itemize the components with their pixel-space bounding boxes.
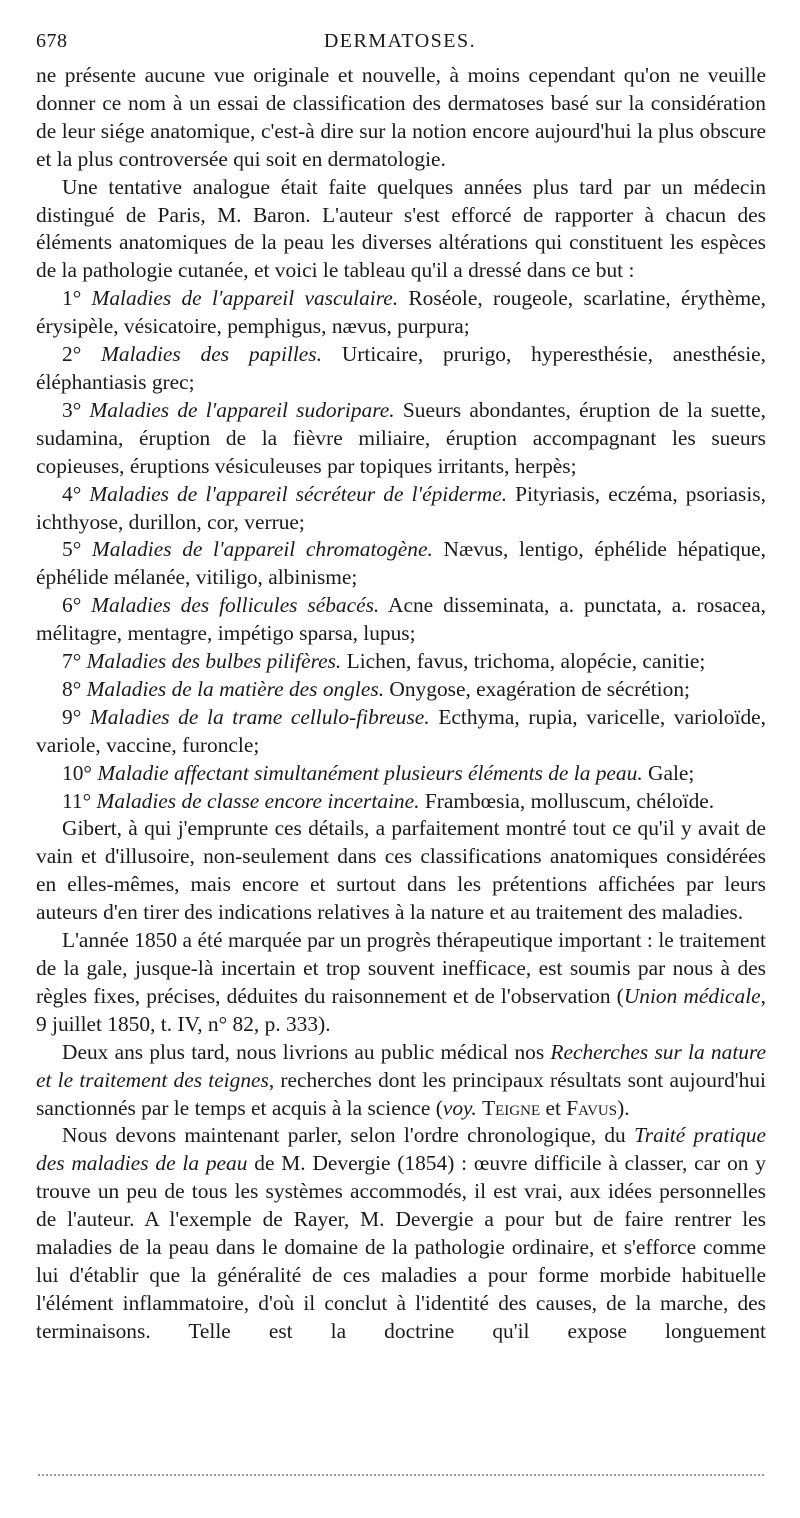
work-title: Recherches sur la nature et le traitement des teignes <box>36 1039 766 1092</box>
item-number: 2° <box>62 342 82 367</box>
page-header <box>36 30 764 56</box>
paragraph <box>36 1122 766 1345</box>
item-title: Maladie affectant simultanément plusieurs éléments de la peau. <box>97 760 643 785</box>
item-title: Maladies des bulbes pilifères. <box>86 649 342 674</box>
item-text: Sueurs abondantes, éruption de la suette, sudamina, éruption de la fièvre miliaire, éruption accompagnant les sueurs copieuses, éruptions vésiculeuses par topiques irritants, herpès; <box>36 397 766 478</box>
text-run: , recherches dont les principaux résultats sont aujourd'hui sanctionnés par le temps et acquis à la science ( <box>36 1067 766 1120</box>
text-run: de M. Devergie (1854) : œuvre difficile à classer, car on y trouve un peu de tous les systèmes accommodés, il est vrai, aux idées personnelles de l'auteur. A l'exemple de Rayer, M. Devergie a pour but de faire rentrer les maladies de la peau dans le domaine de la pathologie ordinaire, et s'efforce comme lui d'établir que la généralité de ces maladies a pour forme morbide habituelle l'élément inflammatoire, d'où il conclut à l'identité des causes, de la marche, des terminaisons. Telle est la doctrine qu'il expose longuement <box>36 1151 766 1343</box>
item-number: 9° <box>62 704 82 729</box>
item-title: Maladies de l'appareil vasculaire. <box>91 286 399 311</box>
classification-list <box>36 285 766 815</box>
page-number: 678 <box>36 30 68 52</box>
item-text: Roséole, rougeole, scarlatine, érythème, érysipèle, vésicatoire, pemphigus, nævus, purpura; <box>36 286 766 339</box>
item-title: Maladies de la matière des ongles. <box>86 676 385 701</box>
item-text: Pityriasis, eczéma, psoriasis, ichthyose, durillon, cor, verrue; <box>36 481 766 534</box>
list-item <box>36 592 766 648</box>
item-number: 11° <box>62 788 92 813</box>
paragraph <box>36 1039 766 1123</box>
item-text: Ecthyma, rupia, varicelle, varioloïde, variole, vaccine, furoncle; <box>36 704 766 757</box>
item-title: Maladies de la trame cellulo-fibreuse. <box>89 704 430 729</box>
paragraph: ne présente aucune vue originale et nouvelle, à moins cependant qu'on ne veuille donner ce nom à un essai de classification des dermatoses basé sur la considération de leur siége anatomique, c'est-à dire sur la notion encore aujourd'hui la plus obscure et la plus controversée qui soit en dermatologie. <box>36 63 766 171</box>
item-title: Maladies de classe encore incertaine. <box>96 788 420 813</box>
item-text: Lichen, favus, trichoma, alopécie, canitie; <box>346 649 706 674</box>
list-item <box>36 536 766 592</box>
paragraph: Une tentative analogue était faite quelques années plus tard par un médecin distingué de Paris, M. Baron. L'auteur s'est efforcé de rapporter à chacun des éléments anatomiques de la peau les diverses altérations qui constituent les espèces de la pathologie cutanée, et voici le tableau qu'il a dressé dans ce but : <box>36 174 766 283</box>
list-item <box>36 341 766 397</box>
item-number: 8° <box>62 676 82 701</box>
list-item <box>36 676 766 704</box>
text-run: et <box>540 1095 567 1120</box>
paragraph: Gibert, à qui j'emprunte ces détails, a parfaitement montré tout ce qu'il y avait de vain et d'illusoire, non-seulement dans ces classifications anatomiques considérées en elles-mêmes, mais encore et surtout dans les prétentions affichées par leurs auteurs d'en tirer des indications relatives à la nature et au traitement des maladies. <box>36 816 766 925</box>
cross-reference: Favus <box>566 1095 618 1120</box>
item-title: Maladies de l'appareil sudoripare. <box>89 397 395 422</box>
item-text: Onygose, exagération de sécrétion; <box>389 676 690 701</box>
list-item <box>36 397 766 481</box>
text-run: ). <box>617 1095 630 1120</box>
item-text: Acne disseminata, a. punctata, a. rosacea, mélitagre, mentagre, impétigo sparsa, lupus; <box>36 593 766 646</box>
item-text: Urticaire, prurigo, hyperesthésie, anesthésie, éléphantiasis grec; <box>36 342 766 394</box>
item-text: Gale; <box>648 760 695 785</box>
item-number: 5° <box>62 537 82 562</box>
text-run: Deux ans plus tard, nous livrions au public médical nos <box>62 1039 551 1064</box>
list-item <box>36 788 766 816</box>
list-item <box>36 285 766 341</box>
body-text <box>36 62 766 1346</box>
text-run: , 9 juillet 1850, t. IV, n° 82, p. 333). <box>36 983 766 1036</box>
citation-title: Union médicale <box>623 983 761 1008</box>
text-run: L'année 1850 a été marquée par un progrès thérapeutique important : le traitement de la gale, jusque-là incertain et trop souvent inefficace, est soumis par nous à des règles fixes, précises, déduites du raisonnement et de l'observation ( <box>36 928 766 1008</box>
cross-reference: Teigne <box>482 1095 541 1120</box>
item-number: 7° <box>62 649 82 674</box>
item-title: Maladies de l'appareil sécréteur de l'épiderme. <box>89 481 508 506</box>
item-number: 3° <box>62 397 82 422</box>
list-item <box>36 648 766 676</box>
item-number: 10° <box>62 760 92 785</box>
paragraph <box>36 927 766 1039</box>
list-item <box>36 760 766 788</box>
item-title: Maladies de l'appareil chromatogène. <box>91 537 433 562</box>
item-number: 6° <box>62 593 82 618</box>
text-run: Nous devons maintenant parler, selon l'ordre chronologique, du <box>62 1123 635 1148</box>
list-item <box>36 704 766 760</box>
item-title: Maladies des follicules sébacés. <box>91 593 380 618</box>
item-text: Frambœsia, molluscum, chéloïde. <box>424 788 715 813</box>
item-number: 4° <box>62 481 82 506</box>
footer-rule <box>38 1474 764 1476</box>
item-title: Maladies des papilles. <box>101 342 322 367</box>
text-run: voy. <box>442 1095 477 1120</box>
list-item <box>36 481 766 537</box>
item-text: Nævus, lentigo, éphélide hépatique, éphélide mélanée, vitiligo, albinisme; <box>36 537 766 590</box>
work-title: Traité pratique des maladies de la peau <box>36 1123 766 1176</box>
running-title: DERMATOSES. <box>323 30 477 52</box>
item-number: 1° <box>62 286 82 311</box>
